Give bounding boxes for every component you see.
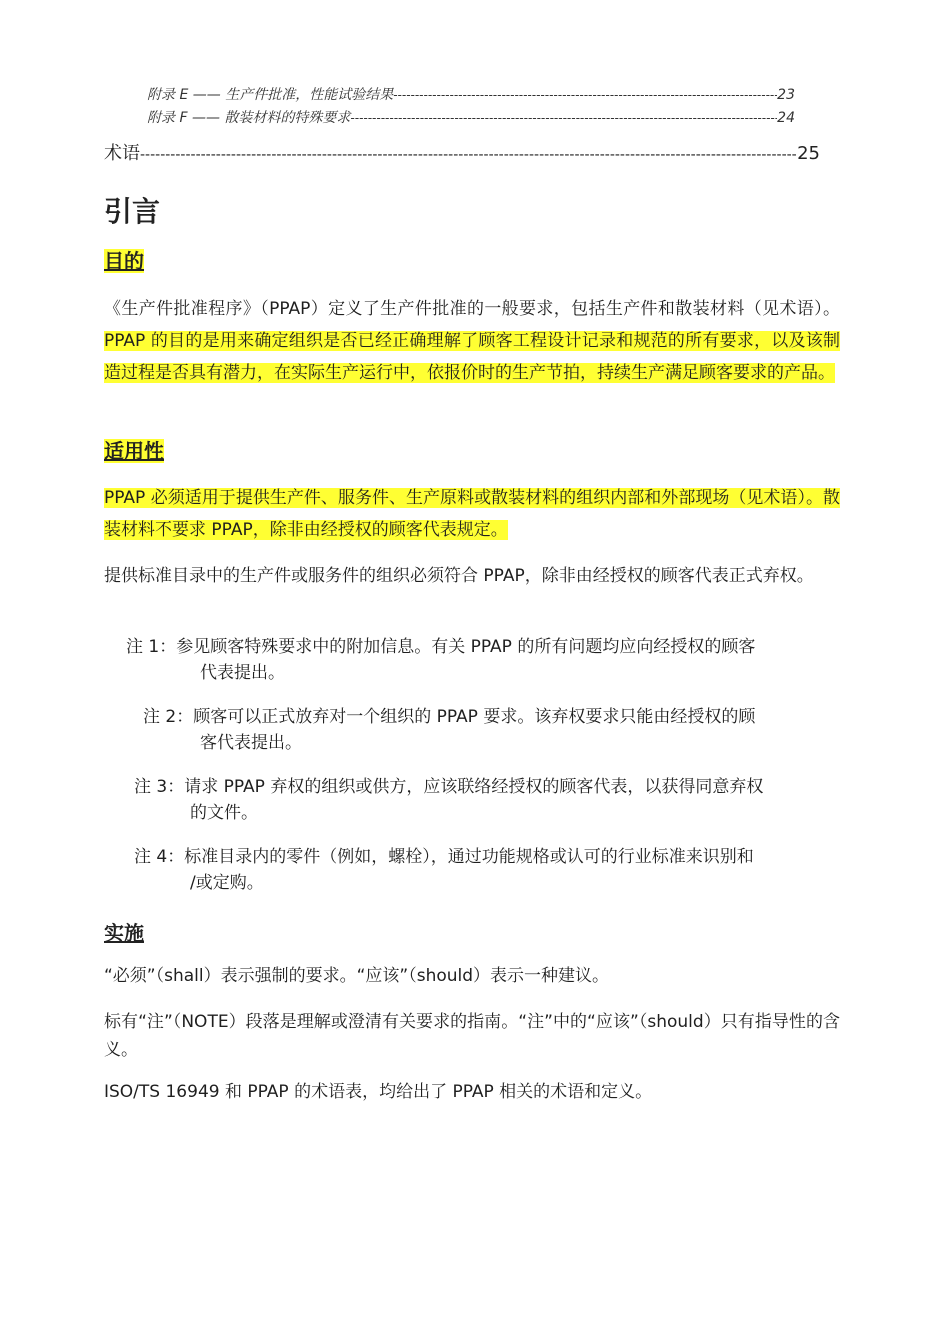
toc-entry-page: 23 xyxy=(777,87,795,103)
toc-leader xyxy=(140,147,797,163)
toc-entry-label: 附录 F —— 散装材料的特殊要求 xyxy=(147,110,351,126)
toc-entry-label: 附录 E —— 生产件批准，性能试验结果 xyxy=(147,87,394,103)
implementation-heading: 实施 xyxy=(104,921,144,945)
note-line-1: 标准目录内的零件（例如，螺栓），通过功能规格或认可的行业标准来识别和 xyxy=(184,847,754,867)
note-line-1: 请求 PPAP 弃权的组织或供方，应该联络经授权的顾客代表，以获得同意弃权 xyxy=(184,777,764,797)
note-1 xyxy=(126,634,840,686)
note-line-1: 顾客可以正式放弃对一个组织的 PPAP 要求。该弃权要求只能由经授权的顾 xyxy=(193,707,756,727)
purpose-paragraph xyxy=(104,293,840,389)
toc-entry-terms[interactable] xyxy=(104,139,820,165)
section-title: 引言 xyxy=(104,195,161,228)
note-line-2: 代表提出。 xyxy=(200,663,285,683)
toc-entry-page: 24 xyxy=(777,110,795,126)
purpose-heading xyxy=(104,245,144,274)
applicability-paragraph-2: 提供标准目录中的生产件或服务件的组织必须符合 PPAP，除非由经授权的顾客代表正式弃权。 xyxy=(104,566,814,586)
implementation-paragraph-3: ISO/TS 16949 和 PPAP 的术语表，均给出了 PPAP 相关的术语和定义。 xyxy=(104,1082,653,1102)
note-line-2: 客代表提出。 xyxy=(200,733,302,753)
toc-entry-appendix-e[interactable] xyxy=(147,84,795,104)
note-3 xyxy=(134,774,840,826)
note-label: 注 3： xyxy=(134,777,185,797)
toc-entry-page: 25 xyxy=(797,143,820,164)
toc-entry-label: 术语 xyxy=(104,143,140,164)
applicability-text-highlight: PPAP 必须适用于提供生产件、服务件、生产原料或散装材料的组织内部和外部现场（见术语）。散装材料不要求 PPAP，除非由经授权的顾客代表规定。 xyxy=(104,488,840,540)
purpose-text-highlight: PPAP 的目的是用来确定组织是否已经正确理解了顾客工程设计记录和规范的所有要求，以及该制造过程是否具有潜力，在实际生产运行中，依报价时的生产节拍，持续生产满足顾客要求的产品。 xyxy=(104,331,840,383)
note-2 xyxy=(143,704,840,756)
note-4 xyxy=(134,844,840,896)
purpose-text-plain: 《生产件批准程序》（PPAP）定义了生产件批准的一般要求，包括生产件和散装材料（见术语）。 xyxy=(104,299,840,319)
implementation-paragraph-1: “必须”（shall）表示强制的要求。“应该”（should）表示一种建议。 xyxy=(104,966,610,986)
toc-leader xyxy=(350,111,777,125)
toc-entry-appendix-f[interactable] xyxy=(147,107,795,127)
note-line-2: /或定购。 xyxy=(190,873,264,893)
note-label: 注 2： xyxy=(143,707,194,727)
toc-leader xyxy=(393,88,777,102)
note-line-2: 的文件。 xyxy=(190,803,258,823)
implementation-paragraph-2: 标有“注”（NOTE）段落是理解或澄清有关要求的指南。“注”中的“应该”（should）只有指导性的含义。 xyxy=(104,1012,840,1060)
applicability-heading-text: 适用性 xyxy=(104,439,164,463)
applicability-paragraph-1 xyxy=(104,482,840,546)
purpose-heading-text: 目的 xyxy=(104,249,144,273)
applicability-heading xyxy=(104,435,164,464)
note-label: 注 4： xyxy=(134,847,185,867)
note-line-1: 参见顾客特殊要求中的附加信息。有关 PPAP 的所有问题均应向经授权的顾客 xyxy=(176,637,756,657)
note-label: 注 1： xyxy=(126,637,177,657)
